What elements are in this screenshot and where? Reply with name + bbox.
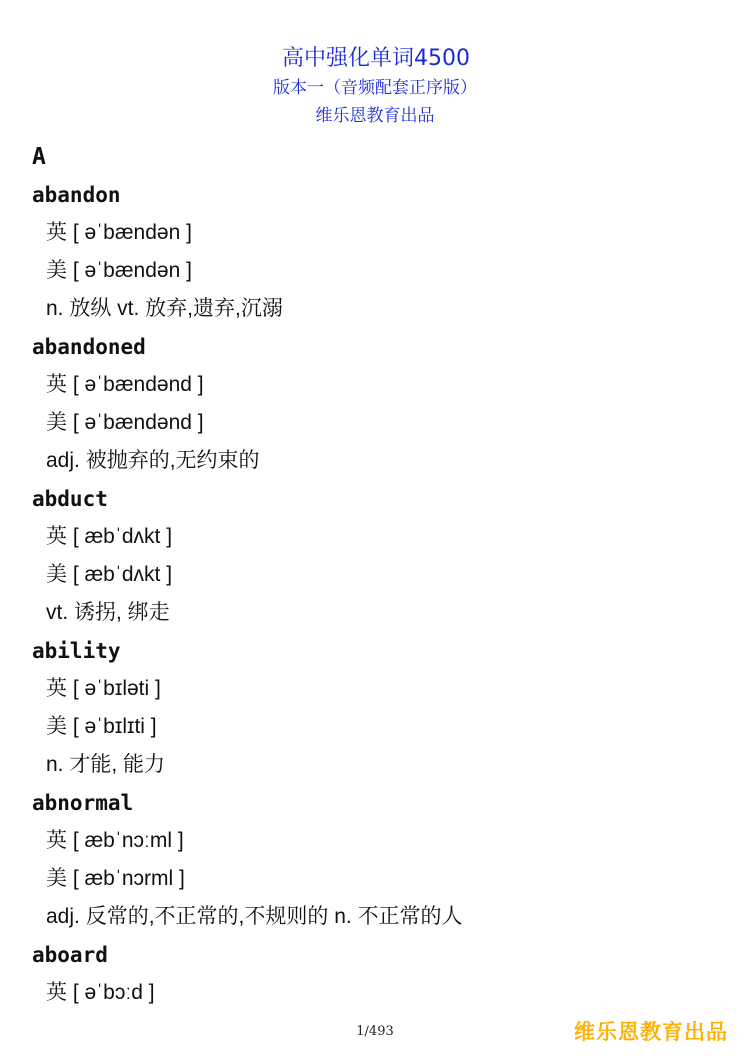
word-entry xyxy=(32,176,722,328)
uk-pronunciation: 英 [ əˈbɔːd ] xyxy=(46,981,155,1004)
word-entry xyxy=(32,480,722,632)
uk-pronunciation: 英 [ əˈbɪləti ] xyxy=(46,677,161,700)
word-list xyxy=(32,138,722,1012)
headword: ability xyxy=(32,639,121,663)
word-entry xyxy=(32,936,722,1012)
document-title: 高中强化单词4500 xyxy=(282,46,470,71)
headword: abandon xyxy=(32,183,121,207)
uk-pronunciation: 英 [ æbˈdʌkt ] xyxy=(46,525,173,548)
definition: vt. 诱拐, 绑走 xyxy=(46,601,170,624)
word-entry xyxy=(32,328,722,480)
definition: n. 放纵 vt. 放弃,遗弃,沉溺 xyxy=(46,297,283,320)
document-header xyxy=(0,44,750,130)
us-pronunciation: 美 [ əˈbɪlɪti ] xyxy=(46,715,157,738)
word-entry xyxy=(32,784,722,936)
watermark: 维乐恩教育出品 xyxy=(574,1020,728,1044)
headword: abduct xyxy=(32,487,108,511)
page-number: 1/493 xyxy=(356,1024,394,1039)
definition: n. 才能, 能力 xyxy=(46,753,166,776)
headword: aboard xyxy=(32,943,108,967)
document-publisher: 维乐恩教育出品 xyxy=(315,106,435,126)
us-pronunciation: 美 [ æbˈdʌkt ] xyxy=(46,563,173,586)
headword: abnormal xyxy=(32,791,134,815)
word-entry xyxy=(32,632,722,784)
document-subtitle: 版本一（音频配套正序版） xyxy=(273,78,477,98)
us-pronunciation: 美 [ æbˈnɔrml ] xyxy=(46,867,185,890)
us-pronunciation: 美 [ əˈbændənd ] xyxy=(46,411,204,434)
uk-pronunciation: 英 [ əˈbændənd ] xyxy=(46,373,204,396)
uk-pronunciation: 英 [ əˈbændən ] xyxy=(46,221,192,244)
definition: adj. 反常的,不正常的,不规则的 n. 不正常的人 xyxy=(46,905,463,928)
headword: abandoned xyxy=(32,335,146,359)
definition: adj. 被抛弃的,无约束的 xyxy=(46,449,260,472)
us-pronunciation: 美 [ əˈbændən ] xyxy=(46,259,192,282)
uk-pronunciation: 英 [ æbˈnɔːml ] xyxy=(46,829,184,852)
section-letter: A xyxy=(32,144,46,170)
